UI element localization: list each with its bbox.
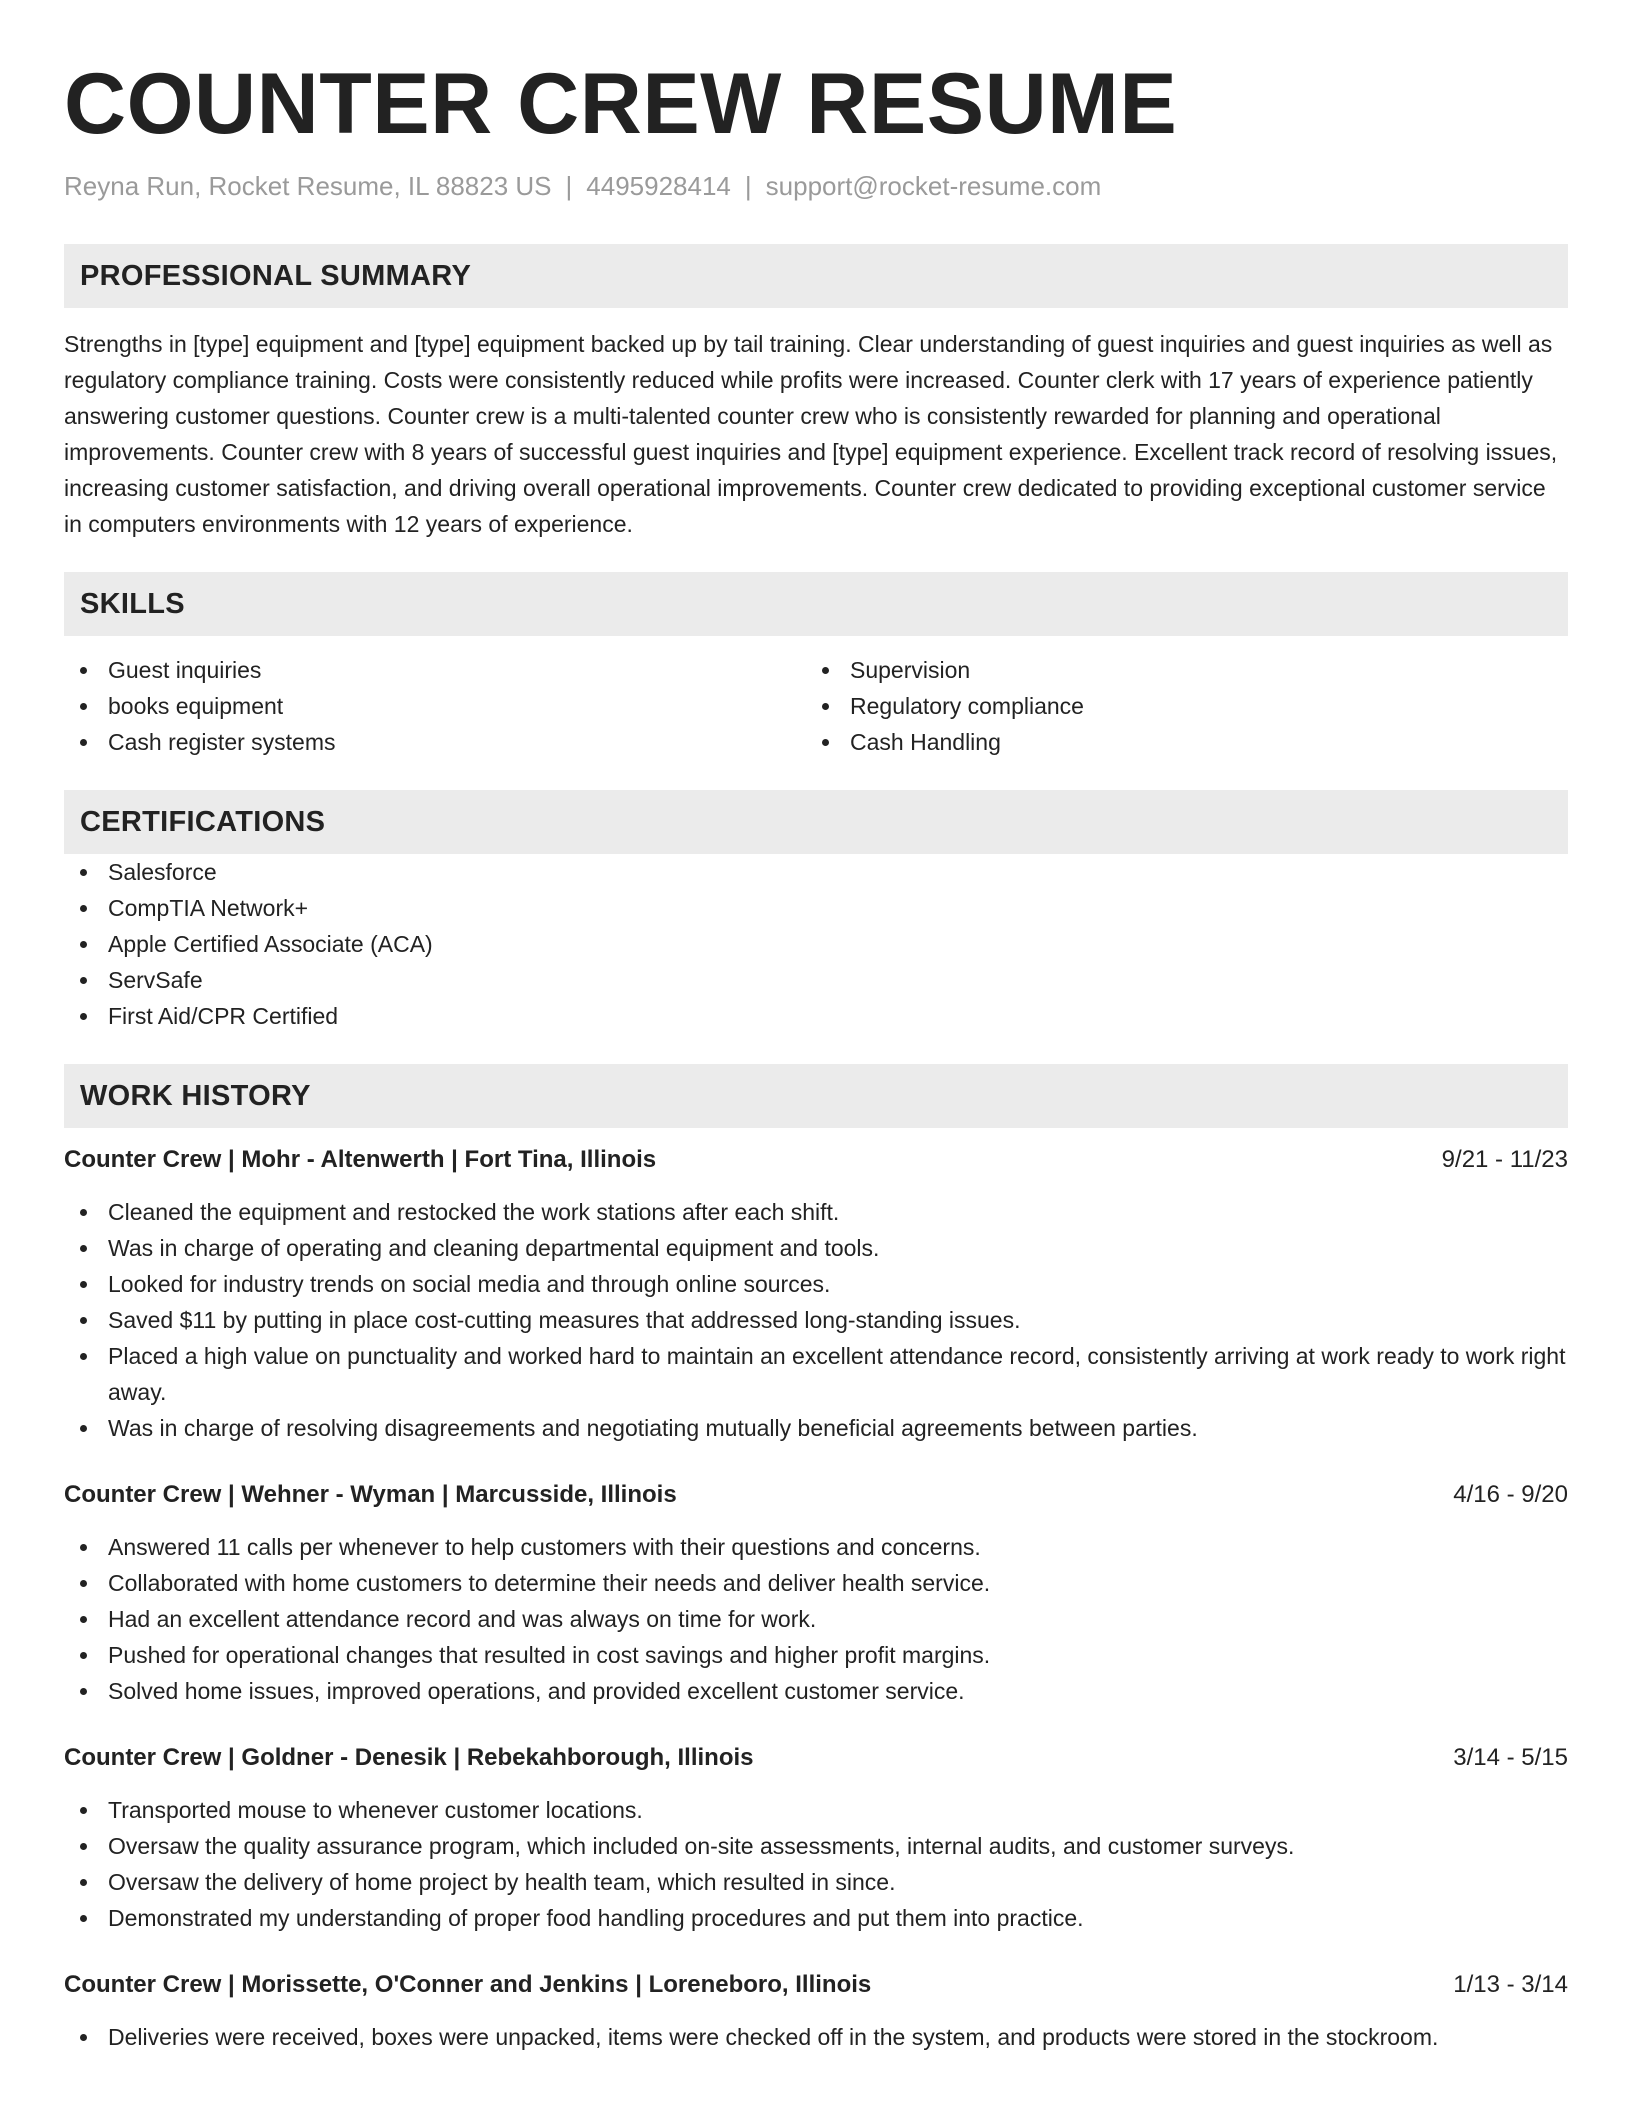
- contact-separator: |: [565, 171, 573, 201]
- summary-text: Strengths in [type] equipment and [type] equipment backed up by tail training. Clear understanding of guest inquiries and guest inquiries as well as regulatory compliance training. Costs were consistently reduced while profits were increased. Counter clerk with 17 years of experience patiently answering customer questions. Counter crew is a multi-talented counter crew who is consistently rewarded for planning and operational improvements. Counter crew with 8 years of successful guest inquiries and [type] equipment experience. Excellent track record of resolving issues, increasing customer satisfaction, and driving overall operational improvements. Counter crew dedicated to providing exceptional customer service in computers environments with 12 years of experience.: [64, 331, 1558, 537]
- skills-heading: SKILLS: [64, 572, 1568, 636]
- resume-page: [64, 0, 1568, 2055]
- certification-item: CompTIA Network+: [64, 890, 1568, 926]
- job-bullet: Cleaned the equipment and restocked the work stations after each shift.: [64, 1194, 1568, 1230]
- skill-item: Regulatory compliance: [806, 688, 1548, 724]
- job-bullet: Saved $11 by putting in place cost-cutting measures that addressed long-standing issues.: [64, 1302, 1568, 1338]
- job-bullets: [64, 1792, 1568, 1936]
- skill-item: books equipment: [64, 688, 806, 724]
- job-bullet: Pushed for operational changes that resulted in cost savings and higher profit margins.: [64, 1637, 1568, 1673]
- job-title: Counter Crew | Mohr - Altenwerth | Fort Tina, Illinois: [64, 1146, 657, 1173]
- certification-item: First Aid/CPR Certified: [64, 998, 1568, 1034]
- job-header: [64, 1142, 1568, 1178]
- skills-column-right: [806, 652, 1548, 760]
- certifications-heading: CERTIFICATIONS: [64, 790, 1568, 854]
- work-history-heading: WORK HISTORY: [64, 1064, 1568, 1128]
- job-bullet: Placed a high value on punctuality and worked hard to maintain an excellent attendance record, consistently arriving at work ready to work right away.: [64, 1338, 1568, 1410]
- skill-item: Cash register systems: [64, 724, 806, 760]
- job-dates: 1/13 - 3/14: [1453, 1971, 1568, 1998]
- job-bullet: Transported mouse to whenever customer locations.: [64, 1792, 1568, 1828]
- job-bullet: Had an excellent attendance record and was always on time for work.: [64, 1601, 1568, 1637]
- job-title: Counter Crew | Goldner - Denesik | Rebekahborough, Illinois: [64, 1744, 754, 1771]
- skill-item: Supervision: [806, 652, 1548, 688]
- job-header: [64, 1477, 1568, 1513]
- certification-item: Apple Certified Associate (ACA): [64, 926, 1568, 962]
- job-dates: 9/21 - 11/23: [1441, 1146, 1568, 1173]
- job-bullet: Collaborated with home customers to determine their needs and deliver health service.: [64, 1565, 1568, 1601]
- contact-phone: 4495928414: [586, 171, 731, 201]
- job-title: Counter Crew | Wehner - Wyman | Marcusside, Illinois: [64, 1481, 677, 1508]
- skill-item: Guest inquiries: [64, 652, 806, 688]
- summary-heading: PROFESSIONAL SUMMARY: [64, 244, 1568, 308]
- certification-item: ServSafe: [64, 962, 1568, 998]
- job-bullet: Was in charge of resolving disagreements and negotiating mutually beneficial agreements between parties.: [64, 1410, 1568, 1446]
- job-bullet: Oversaw the quality assurance program, which included on-site assessments, internal audits, and customer surveys.: [64, 1828, 1568, 1864]
- job-bullet: Oversaw the delivery of home project by health team, which resulted in since.: [64, 1864, 1568, 1900]
- job-entry: [64, 1967, 1568, 2055]
- contact-separator: |: [744, 171, 752, 201]
- job-dates: 3/14 - 5/15: [1453, 1744, 1568, 1771]
- skill-item: Cash Handling: [806, 724, 1548, 760]
- skills-list: [64, 652, 1568, 760]
- certifications-list: [64, 854, 1568, 1034]
- certification-item: Salesforce: [64, 854, 1568, 890]
- job-bullet: Solved home issues, improved operations, and provided excellent customer service.: [64, 1673, 1568, 1709]
- job-bullet: Answered 11 calls per whenever to help customers with their questions and concerns.: [64, 1529, 1568, 1565]
- job-bullets: [64, 2019, 1568, 2055]
- job-entry: [64, 1477, 1568, 1709]
- job-bullets: [64, 1194, 1568, 1446]
- job-bullet: Looked for industry trends on social media and through online sources.: [64, 1266, 1568, 1302]
- resume-title: COUNTER CREW RESUME: [64, 56, 1178, 152]
- job-header: [64, 1740, 1568, 1776]
- contact-line: [64, 168, 1568, 204]
- job-dates: 4/16 - 9/20: [1453, 1481, 1568, 1508]
- contact-address: Reyna Run, Rocket Resume, IL 88823 US: [64, 171, 552, 201]
- job-bullet: Was in charge of operating and cleaning departmental equipment and tools.: [64, 1230, 1568, 1266]
- job-entry: [64, 1740, 1568, 1936]
- job-bullet: Demonstrated my understanding of proper food handling procedures and put them into practice.: [64, 1900, 1568, 1936]
- skills-column-left: [64, 652, 806, 760]
- job-title: Counter Crew | Morissette, O'Conner and Jenkins | Loreneboro, Illinois: [64, 1971, 872, 1998]
- job-entry: [64, 1142, 1568, 1446]
- contact-email: support@rocket-resume.com: [765, 171, 1102, 201]
- job-header: [64, 1967, 1568, 2003]
- job-bullets: [64, 1529, 1568, 1709]
- job-bullet: Deliveries were received, boxes were unpacked, items were checked off in the system, and products were stored in the stockroom.: [64, 2019, 1568, 2055]
